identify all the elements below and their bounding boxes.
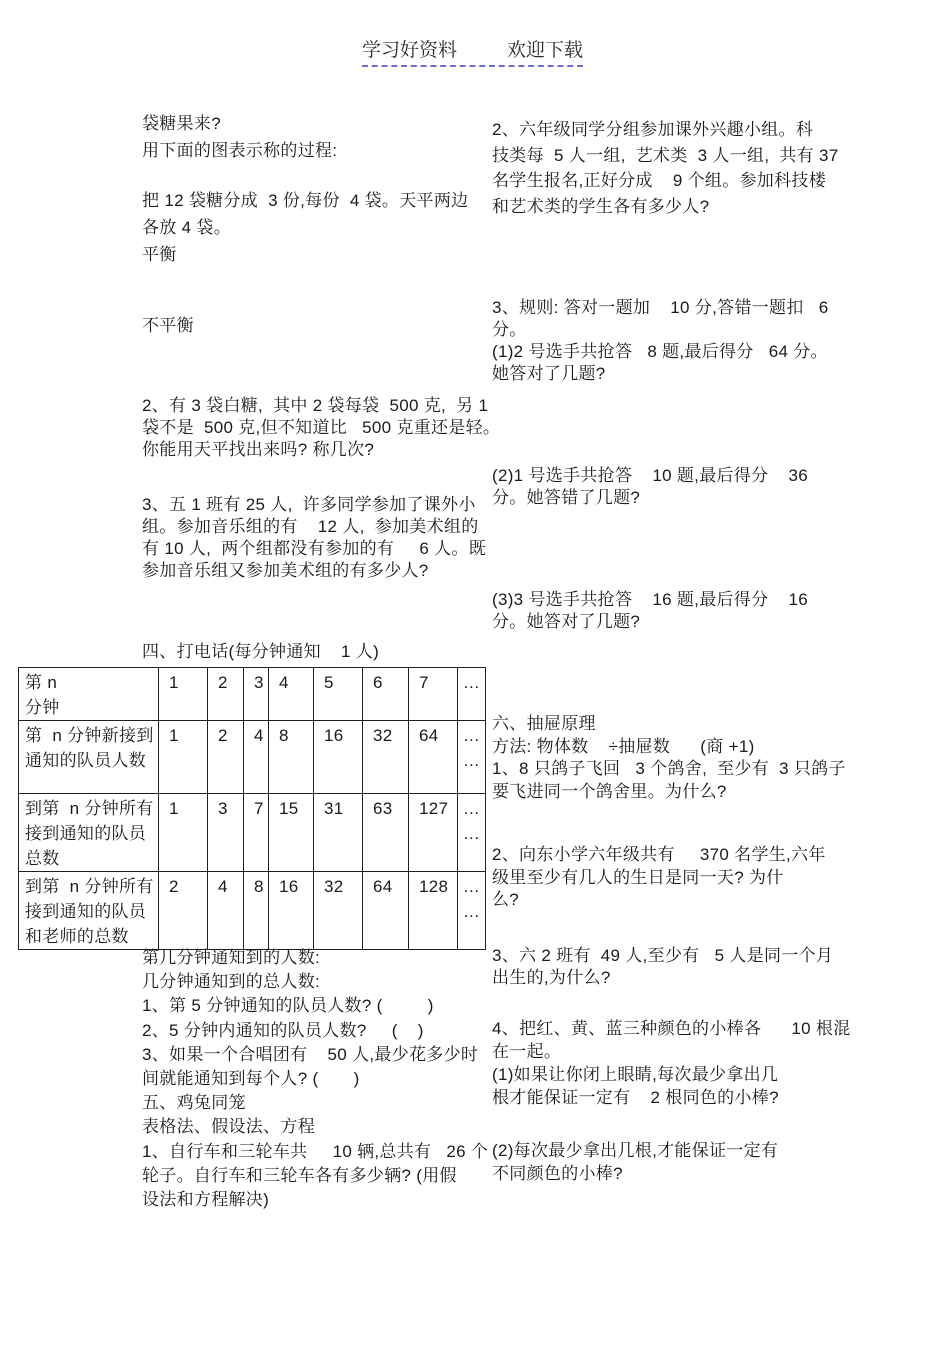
value-cell: 8	[244, 872, 269, 950]
value-cell: 32	[363, 721, 409, 794]
text-line: 2、向东小学六年级共有 370 名学生,六年	[492, 845, 826, 864]
value-cell: 2	[208, 721, 244, 794]
problem-3-question-3	[492, 589, 808, 633]
text-line: 3、如果一个合唱团有 50 人,最少花多少时	[142, 1044, 479, 1064]
text-line: 总数	[25, 849, 60, 868]
text-line: 在一起。	[492, 1042, 562, 1061]
ellipsis-cell	[458, 872, 486, 950]
section-4-phone-title: 四、打电话(每分钟通知 1 人)	[142, 642, 380, 661]
drawer-question-4b-sticks	[492, 1139, 778, 1185]
drawer-question-2-birthdays	[492, 844, 826, 912]
text-line: (2)每次最少拿出几根,才能保证一定有	[492, 1141, 779, 1160]
value-cell: 64	[409, 721, 458, 794]
text-line: 平衡	[142, 245, 177, 264]
text-line: 3、六 2 班有 49 人,至少有 5 人是同一个月	[492, 946, 834, 965]
phone-call-table	[18, 667, 486, 950]
value-cell: 32	[314, 872, 363, 950]
table-row	[19, 794, 486, 872]
text-line: 1、自行车和三轮车共 10 辆,总共有 26 个	[142, 1141, 489, 1161]
value-cell: 6	[363, 668, 409, 721]
text-line: 和艺术类的学生各有多少人?	[492, 196, 710, 216]
value-cell: 3	[208, 794, 244, 872]
text-line: (1)2 号选手共抢答 8 题,最后得分 64 分。	[492, 342, 828, 361]
text-line: 各放 4 袋。	[142, 218, 232, 237]
drawer-question-3-months	[492, 945, 833, 989]
text-line: 分。她答对了几题?	[492, 612, 641, 631]
text-line: 要飞进同一个鸽舍里。为什么?	[492, 781, 727, 801]
text-line: 表格法、假设法、方程	[142, 1117, 315, 1137]
header-right-text: 欢迎下载	[506, 40, 583, 61]
text-line: 2、有 3 袋白糖, 其中 2 袋每袋 500 克, 另 1	[142, 396, 489, 415]
text-line: 到第 n 分钟所有	[25, 799, 154, 818]
text-line: 和老师的总数	[25, 927, 129, 946]
value-cell: 4	[208, 872, 244, 950]
ellipsis-text: …	[462, 799, 481, 818]
text-line: 用下面的图表示称的过程:	[142, 141, 338, 160]
text-line: 到第 n 分钟所有	[25, 877, 154, 896]
ellipsis-text: …	[462, 824, 481, 843]
value-cell: 127	[409, 794, 458, 872]
value-cell: 1	[159, 721, 208, 794]
text-line: 有 10 人, 两个组都没有参加的有 6 人。既	[142, 539, 487, 558]
ellipsis-text: …	[462, 726, 481, 745]
value-cell: 2	[208, 668, 244, 721]
text-line: 组。参加音乐组的有 12 人, 参加美术组的	[142, 517, 479, 536]
value-cell: 128	[409, 872, 458, 950]
text-line: 技类每 5 人一组, 艺术类 3 人一组, 共有 37	[492, 145, 839, 165]
text-line: 袋糖果来?	[142, 114, 221, 133]
ellipsis-cell	[458, 668, 486, 721]
text-line: 分钟	[25, 698, 60, 717]
value-cell: 16	[314, 721, 363, 794]
text-line: 第 n 分钟新接到	[25, 726, 154, 745]
value-cell: 63	[363, 794, 409, 872]
phone-questions-and-section5	[142, 946, 488, 1212]
text-line: 六、抽屉原理	[492, 714, 596, 733]
value-cell: 1	[159, 668, 208, 721]
text-line: 轮子。自行车和三轮车各有多少辆? (用假	[142, 1165, 457, 1185]
text-line: 她答对了几题?	[492, 364, 606, 383]
text-line: 方法: 物体数 ÷抽屉数 (商 +1)	[492, 736, 755, 756]
text-line: 1、8 只鸽子飞回 3 个鸽舍, 至少有 3 只鸽子	[492, 759, 846, 778]
text-line: 接到通知的队员	[25, 902, 147, 921]
row-label-cell	[19, 668, 159, 721]
value-cell: 2	[159, 872, 208, 950]
ellipsis-text: …	[462, 877, 481, 896]
text-line: (3)3 号选手共抢答 16 题,最后得分 16	[492, 590, 809, 609]
paragraph-sugar-intro	[142, 110, 337, 164]
ellipsis-text: …	[462, 673, 481, 692]
problem-3-class-groups	[142, 494, 486, 582]
value-cell: 16	[269, 872, 314, 950]
text-line: 分。	[492, 320, 527, 339]
value-cell: 7	[409, 668, 458, 721]
text-line: 间就能通知到每个人? ( )	[142, 1069, 360, 1089]
text-line: (1)如果让你闭上眼睛,每次最少拿出几	[492, 1065, 779, 1084]
text-line: 2、六年级同学分组参加课外兴趣小组。科	[492, 120, 814, 139]
problem-2-interest-groups	[492, 117, 839, 219]
ellipsis-cell	[458, 721, 486, 794]
section-6-drawer-principle	[492, 713, 846, 803]
text-line: 第几分钟通知到的人数:	[142, 948, 321, 967]
ellipsis-text: …	[462, 751, 481, 770]
text-line: 2、5 分钟内通知的队员人数? ( )	[142, 1020, 424, 1040]
text-line: (2)1 号选手共抢答 10 题,最后得分 36	[492, 466, 809, 485]
text-line: 第 n	[25, 673, 58, 692]
table-row	[19, 721, 486, 794]
text-line: 3、五 1 班有 25 人, 许多同学参加了课外小	[142, 495, 476, 514]
value-cell: 8	[269, 721, 314, 794]
row-label-cell	[19, 872, 159, 950]
text-line: 你能用天平找出来吗? 称几次?	[142, 440, 375, 459]
text-line: 名学生报名,正好分成 9 个组。参加科技楼	[492, 171, 826, 190]
row-label-cell	[19, 794, 159, 872]
text-line: 分。她答错了几题?	[492, 488, 641, 507]
text-line: 把 12 袋糖分成 3 份,每份 4 袋。天平两边	[142, 191, 469, 210]
value-cell: 3	[244, 668, 269, 721]
header-left-text: 学习好资料	[362, 40, 458, 61]
text-line: 根才能保证一定有 2 根同色的小棒?	[492, 1088, 779, 1107]
text-line: 不同颜色的小棒?	[492, 1164, 623, 1183]
value-cell: 15	[269, 794, 314, 872]
value-cell: 7	[244, 794, 269, 872]
value-cell: 31	[314, 794, 363, 872]
page-header	[362, 40, 583, 67]
table-row	[19, 872, 486, 950]
text-line: 出生的,为什么?	[492, 968, 611, 987]
label-unbalanced: 不平衡	[142, 316, 194, 335]
drawer-question-4-sticks	[492, 1017, 851, 1109]
text-line: 么?	[492, 890, 520, 909]
row-label-cell	[19, 721, 159, 794]
text-line: 几分钟通知到的总人数:	[142, 972, 321, 992]
value-cell: 4	[244, 721, 269, 794]
text-line: 接到通知的队员	[25, 824, 147, 843]
text-line: 五、鸡兔同笼	[142, 1093, 246, 1113]
value-cell: 64	[363, 872, 409, 950]
problem-3-question-2	[492, 465, 808, 509]
table-row	[19, 668, 486, 721]
paragraph-weighing-process	[142, 187, 468, 268]
value-cell: 5	[314, 668, 363, 721]
value-cell: 1	[159, 794, 208, 872]
text-line: 3、规则: 答对一题加 10 分,答错一题扣 6	[492, 298, 829, 317]
problem-2-sugar-bags	[142, 395, 500, 461]
problem-3-quiz-rules	[492, 297, 828, 385]
text-line: 1、第 5 分钟通知的队员人数? ( )	[142, 996, 434, 1016]
text-line: 袋不是 500 克,但不知道比 500 克重还是轻。	[142, 418, 501, 437]
text-line: 设法和方程解决)	[142, 1190, 270, 1210]
ellipsis-text: …	[462, 902, 481, 921]
value-cell: 4	[269, 668, 314, 721]
text-line: 级里至少有几人的生日是同一天? 为什	[492, 867, 784, 887]
text-line: 通知的队员人数	[25, 751, 147, 770]
text-line: 参加音乐组又参加美术组的有多少人?	[142, 561, 429, 580]
ellipsis-cell	[458, 794, 486, 872]
text-line: 4、把红、黄、蓝三种颜色的小棒各 10 根混	[492, 1019, 851, 1038]
